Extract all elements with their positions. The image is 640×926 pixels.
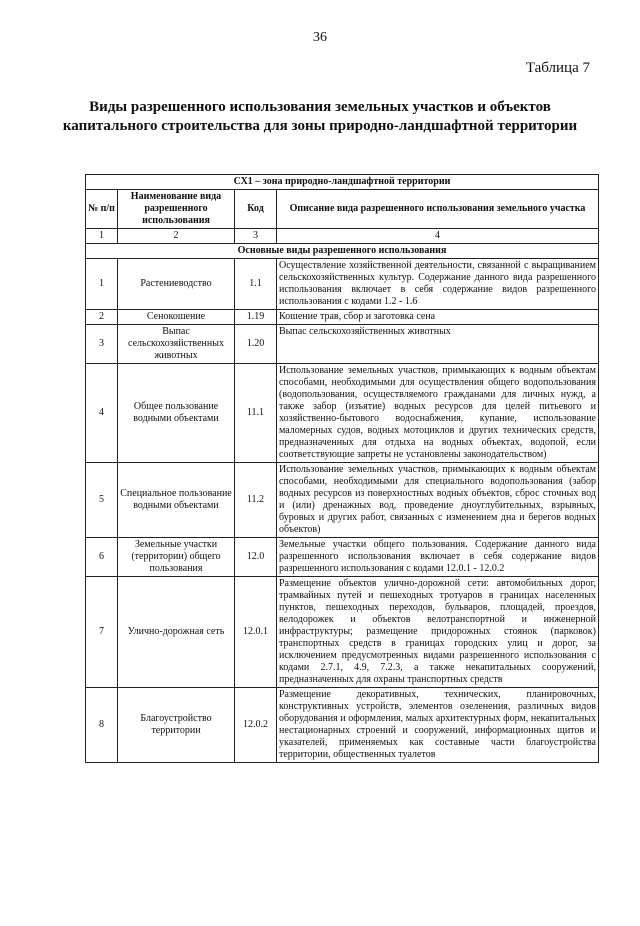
use-name: Специальное пользование водными объектами	[118, 463, 235, 538]
use-code: 12.0.1	[235, 577, 277, 688]
table-row	[86, 538, 599, 577]
section-row	[86, 244, 599, 259]
row-number: 4	[86, 364, 118, 463]
use-description: Выпас сельскохозяйственных животных	[277, 325, 599, 364]
use-code: 11.2	[235, 463, 277, 538]
header-code: Код	[235, 190, 277, 229]
table-row	[86, 364, 599, 463]
page-number: 36	[313, 30, 327, 45]
use-description: Кошение трав, сбор и заготовка сена	[277, 310, 599, 325]
row-number: 3	[86, 325, 118, 364]
table-row	[86, 259, 599, 310]
zone-header: СХ1 – зона природно-ландшафтной территории	[86, 175, 599, 190]
use-name: Общее пользование водными объектами	[118, 364, 235, 463]
section-title: Основные виды разрешенного использования	[86, 244, 599, 259]
table-row	[86, 688, 599, 763]
use-description: Размещение объектов улично-дорожной сети: автомобильных дорог, трамвайных путей и пешеходных тротуаров в границах населенных пунктов, пешеходных переходов, бульваров, площадей, проездов, велодорожек и объектов велотранспортной и инженерной инфраструктуры; размещение придорожных стоянок (парковок) транспортных средств в границах городских улиц и дорог, за исключением предусмотренных видами разрешенного использования с кодами 2.7.1, 4.9, 7.2.3, а также некапитальных сооружений, предназначенных для охраны транспортных средств	[277, 577, 599, 688]
use-code: 11.1	[235, 364, 277, 463]
column-number: 3	[235, 229, 277, 244]
use-code: 1.19	[235, 310, 277, 325]
table-row	[86, 463, 599, 538]
document-title: Виды разрешенного использования земельных участков и объектов капитального строительства для зоны природно-ландшафтной территории	[62, 99, 578, 134]
use-name: Благоустройство территории	[118, 688, 235, 763]
use-name: Земельные участки (территории) общего пользования	[118, 538, 235, 577]
table-label: Таблица 7	[525, 60, 590, 76]
use-name: Выпас сельскохозяйственных животных	[118, 325, 235, 364]
row-number: 1	[86, 259, 118, 310]
column-number: 1	[86, 229, 118, 244]
use-description: Использование земельных участков, примыкающих к водным объектам способами, необходимыми для осуществления общего водопользования (водопользования, осуществляемого гражданами для личных нужд, а также забор (изъятие) водных ресурсов для целей питьевого и хозяйственно-бытового водоснабжения, купание, использование маломерных судов, водных мотоциклов и других технических средств, предназначенных для отдыха на водных объектах, водопой, если соответствующие запреты не установлены законодательством)	[277, 364, 599, 463]
row-number: 8	[86, 688, 118, 763]
row-number: 2	[86, 310, 118, 325]
header-number: № п/п	[86, 190, 118, 229]
table-row	[86, 325, 599, 364]
use-description: Осуществление хозяйственной деятельности, связанной с выращиванием сельскохозяйственных культур. Содержание данного вида разрешенного использования включает в себя содержание видов разрешенного использования с кодами 1.2 - 1.6	[277, 259, 599, 310]
use-description: Земельные участки общего пользования. Содержание данного вида разрешенного использования включает в себя содержание видов разрешенного использования с кодами 12.0.1 - 12.0.2	[277, 538, 599, 577]
zone-header-row	[86, 175, 599, 190]
use-description: Размещение декоративных, технических, планировочных, конструктивных устройств, элементов озеленения, различных видов оборудования и оформления, малых архитектурных форм, некапитальных нестационарных строений и сооружений, информационных щитов и указателей, применяемых как составные части благоустройства территории, общественных туалетов	[277, 688, 599, 763]
use-name: Улично-дорожная сеть	[118, 577, 235, 688]
use-code: 12.0.2	[235, 688, 277, 763]
column-header-row	[86, 190, 599, 229]
column-number: 4	[277, 229, 599, 244]
use-name: Сенокошение	[118, 310, 235, 325]
header-description: Описание вида разрешенного использования земельного участка	[277, 190, 599, 229]
table-row	[86, 577, 599, 688]
table-row	[86, 310, 599, 325]
column-number-row	[86, 229, 599, 244]
row-number: 7	[86, 577, 118, 688]
column-number: 2	[118, 229, 235, 244]
row-number: 6	[86, 538, 118, 577]
header-name: Наименование вида разрешенного использования	[118, 190, 235, 229]
use-code: 12.0	[235, 538, 277, 577]
use-code: 1.1	[235, 259, 277, 310]
permitted-use-table	[85, 174, 599, 763]
use-code: 1.20	[235, 325, 277, 364]
use-description: Использование земельных участков, примыкающих к водным объектам способами, необходимыми для специального водопользования (забор водных ресурсов из поверхностных водных объектов, сброс сточных вод и (или) дренажных вод, проведение дноуглубительных, взрывных, буровых и других работ, связанных с изменением дна и берегов водных объектов)	[277, 463, 599, 538]
use-name: Растениеводство	[118, 259, 235, 310]
row-number: 5	[86, 463, 118, 538]
